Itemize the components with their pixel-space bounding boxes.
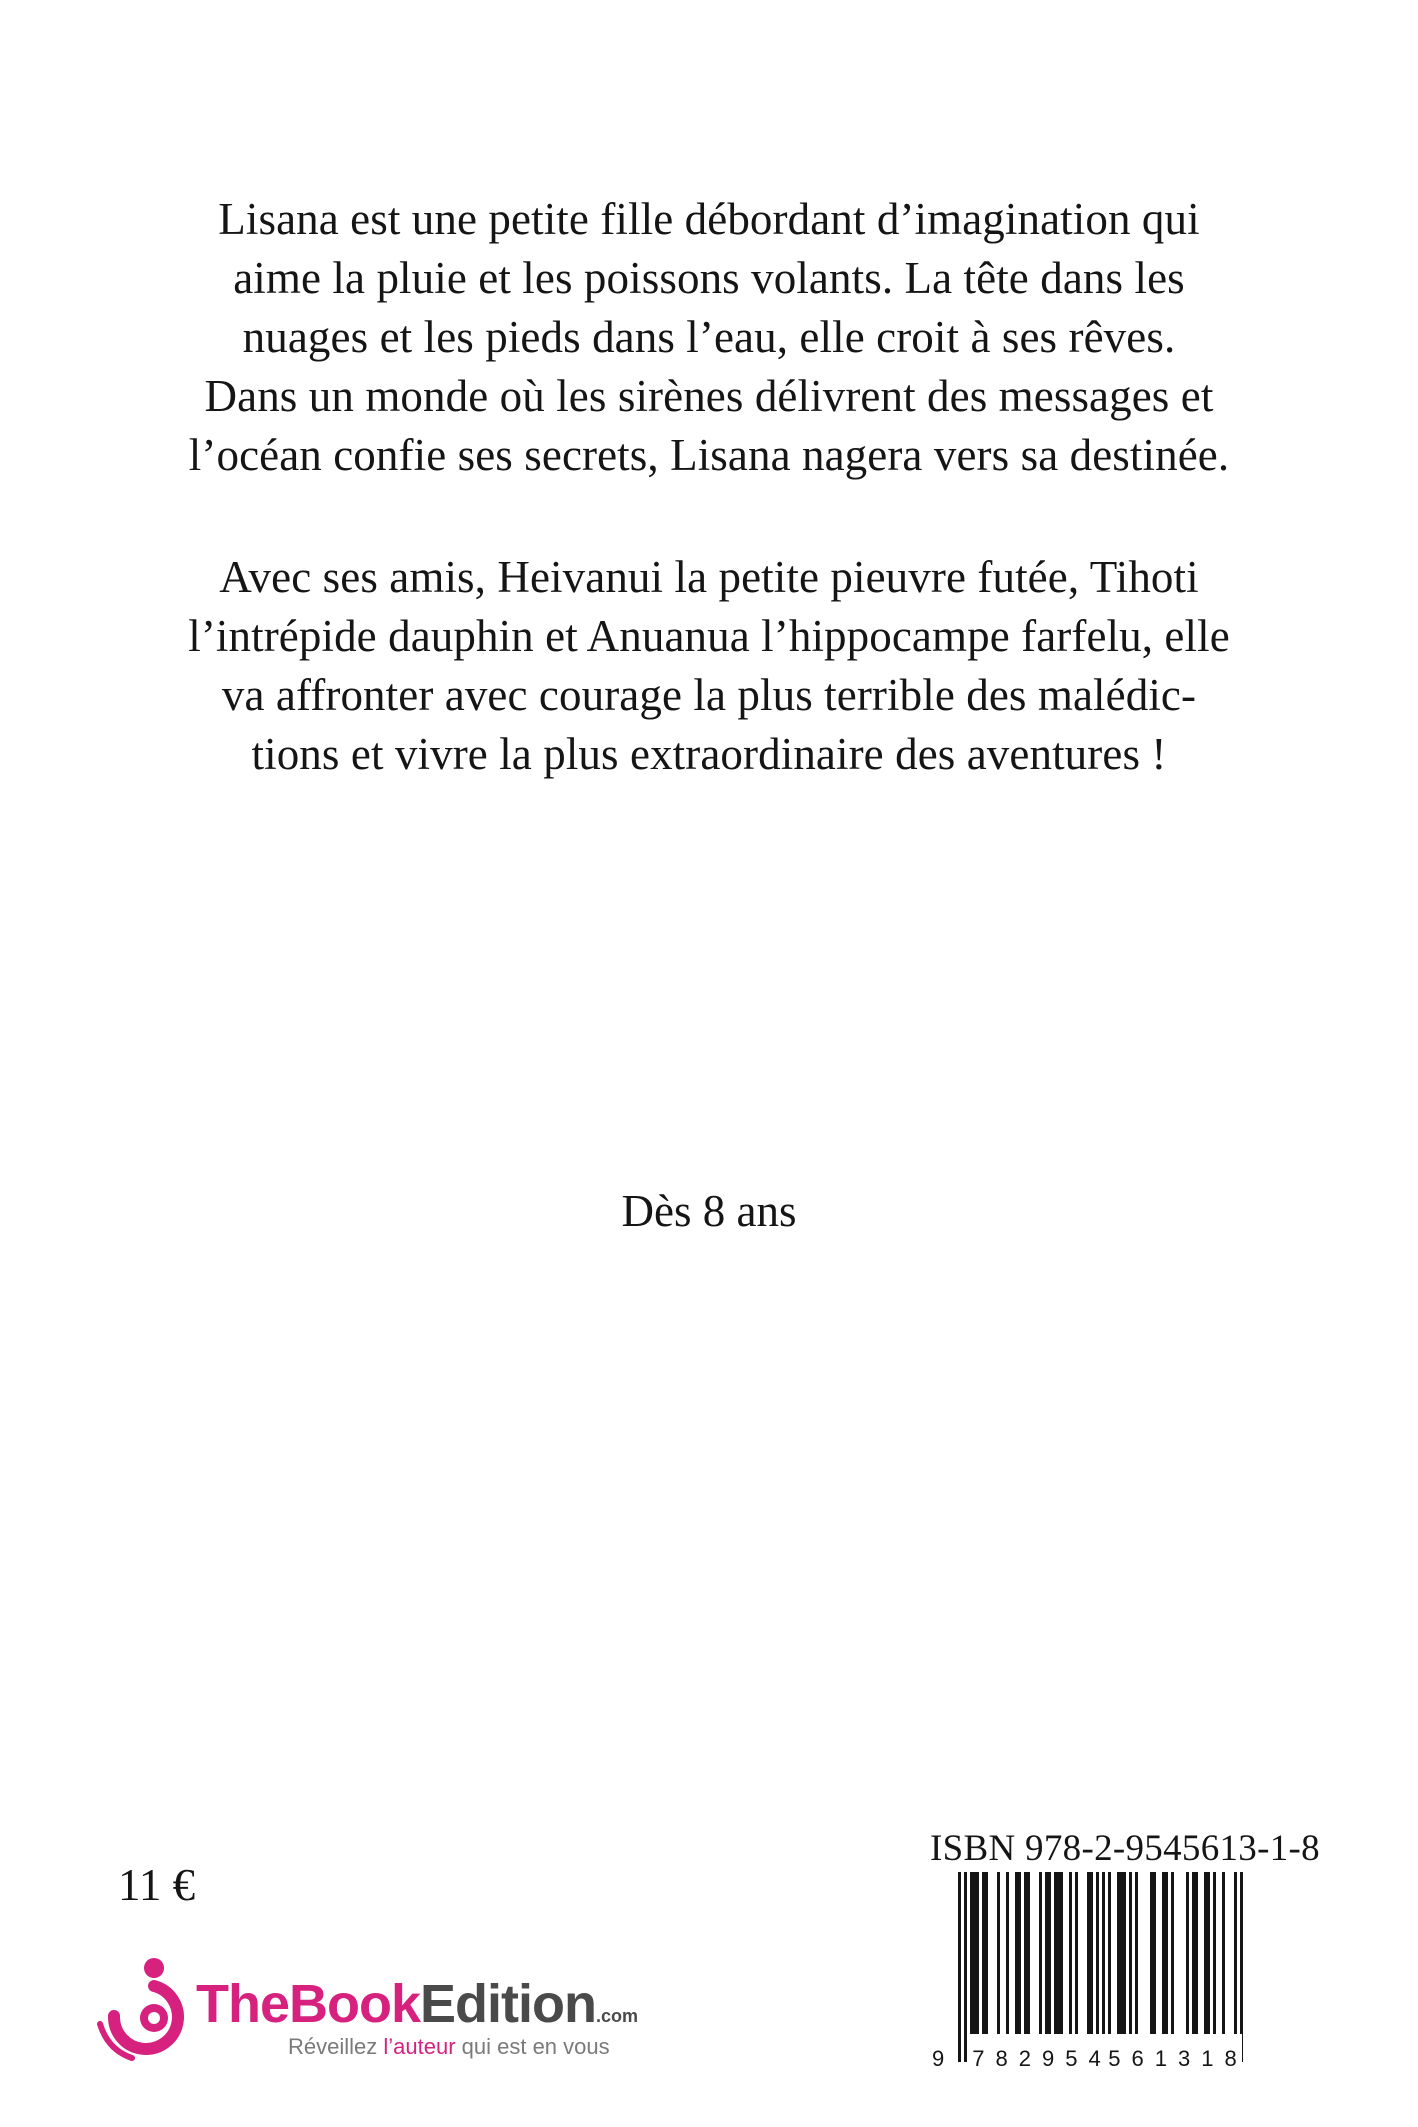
- barcode-bar: [1075, 1872, 1078, 2034]
- age-recommendation: Dès 8 ans: [621, 1186, 797, 1236]
- barcode-bar: [997, 1872, 1000, 2034]
- barcode-bar: [1135, 1872, 1138, 2034]
- barcode-guard-bar: [1102, 1872, 1105, 2062]
- blurb-line: Dans un monde où les sirènes délivrent des messages et: [204, 371, 1214, 421]
- blurb-line: l’intrépide dauphin et Anuanua l’hippocampe farfelu, elle: [188, 611, 1230, 661]
- barcode-bar: [1108, 1872, 1111, 2034]
- brand-suffix: .com: [595, 2006, 638, 2026]
- barcode-bar: [1162, 1872, 1165, 2034]
- blurb-line: aime la pluie et les poissons volants. La tête dans les: [233, 253, 1185, 303]
- tagline-highlight: l’auteur: [383, 2034, 456, 2059]
- barcode-bar: [982, 1872, 985, 2034]
- barcode-digit-first: 9: [932, 2046, 945, 2070]
- thebookedition-logo-icon: [96, 1954, 196, 2064]
- barcode-bar: [1204, 1872, 1207, 2034]
- barcode-bar: [985, 1872, 988, 2034]
- barcode-guard-bar: [1240, 1872, 1243, 2062]
- barcode-bar: [1150, 1872, 1153, 2034]
- barcode-bar: [1054, 1872, 1057, 2034]
- barcode-guard-bar: [1234, 1872, 1237, 2062]
- barcode-bar: [1018, 1872, 1021, 2034]
- brand-edition: Edition: [420, 1974, 596, 2034]
- blurb-paragraph-1: [90, 190, 1328, 485]
- blurb-line: l’océan confie ses secrets, Lisana nagera vers sa destinée.: [188, 430, 1230, 480]
- price: 11 €: [118, 1860, 196, 1910]
- barcode-digits-left: 782954: [972, 2046, 1112, 2070]
- isbn-label: ISBN 978-2-9545613-1-8: [930, 1828, 1320, 1869]
- barcode-bar: [1090, 1872, 1093, 2034]
- barcode-guard-bar: [958, 1872, 961, 2062]
- barcode-digits-right: 561318: [1108, 2046, 1248, 2070]
- brand-the: The: [196, 1974, 290, 2034]
- barcode-bar: [1213, 1872, 1216, 2034]
- barcode-bar: [1006, 1872, 1009, 2034]
- barcode-bar: [1087, 1872, 1090, 2034]
- tagline-text: Réveillez: [288, 2034, 384, 2059]
- barcode-bar: [1123, 1872, 1126, 2034]
- publisher-logo: [96, 1954, 696, 2064]
- blurb-line: Lisana est une petite fille débordant d’imagination qui: [218, 194, 1200, 244]
- barcode-bar: [1039, 1872, 1042, 2034]
- barcode-guard-bar: [964, 1872, 967, 2062]
- barcode-bar: [1027, 1872, 1030, 2034]
- barcode-bar: [1117, 1872, 1120, 2034]
- blurb-line: Avec ses amis, Heivanui la petite pieuvre futée, Tihoti: [219, 552, 1199, 602]
- barcode-bar: [1153, 1872, 1156, 2034]
- barcode-bar: [1060, 1872, 1063, 2034]
- isbn-barcode: [926, 1872, 1280, 2070]
- blurb-paragraph-2: [90, 548, 1328, 784]
- barcode-bar: [1186, 1872, 1189, 2034]
- blurb-line: va affronter avec courage la plus terrible des malédic-: [221, 670, 1197, 720]
- barcode-bar: [1120, 1872, 1123, 2034]
- barcode-bar: [1069, 1872, 1072, 2034]
- brand-book: Book: [289, 1974, 421, 2034]
- barcode-bar: [1045, 1872, 1048, 2034]
- barcode-bar: [1165, 1872, 1168, 2034]
- barcode-bar: [1057, 1872, 1060, 2034]
- barcode-bar: [973, 1872, 976, 2034]
- barcode-bar: [1222, 1872, 1225, 2034]
- barcode-bar: [1129, 1872, 1132, 2034]
- barcode-bar: [976, 1872, 979, 2034]
- barcode-bar: [1195, 1872, 1198, 2034]
- barcode-bar: [1048, 1872, 1051, 2034]
- barcode-bar: [1207, 1872, 1210, 2034]
- blurb-line: nuages et les pieds dans l’eau, elle croit à ses rêves.: [242, 312, 1176, 362]
- barcode-bar: [970, 1872, 973, 2034]
- publisher-tagline: [288, 2034, 610, 2060]
- blurb-line: tions et vivre la plus extraordinaire des aventures !: [251, 729, 1167, 779]
- barcode-bar: [1171, 1872, 1174, 2034]
- barcode-bar: [1015, 1872, 1018, 2034]
- barcode-guard-bar: [1096, 1872, 1099, 2062]
- barcode-bar: [1192, 1872, 1195, 2034]
- tagline-text: qui est en vous: [455, 2034, 610, 2059]
- barcode-bar: [1024, 1872, 1027, 2034]
